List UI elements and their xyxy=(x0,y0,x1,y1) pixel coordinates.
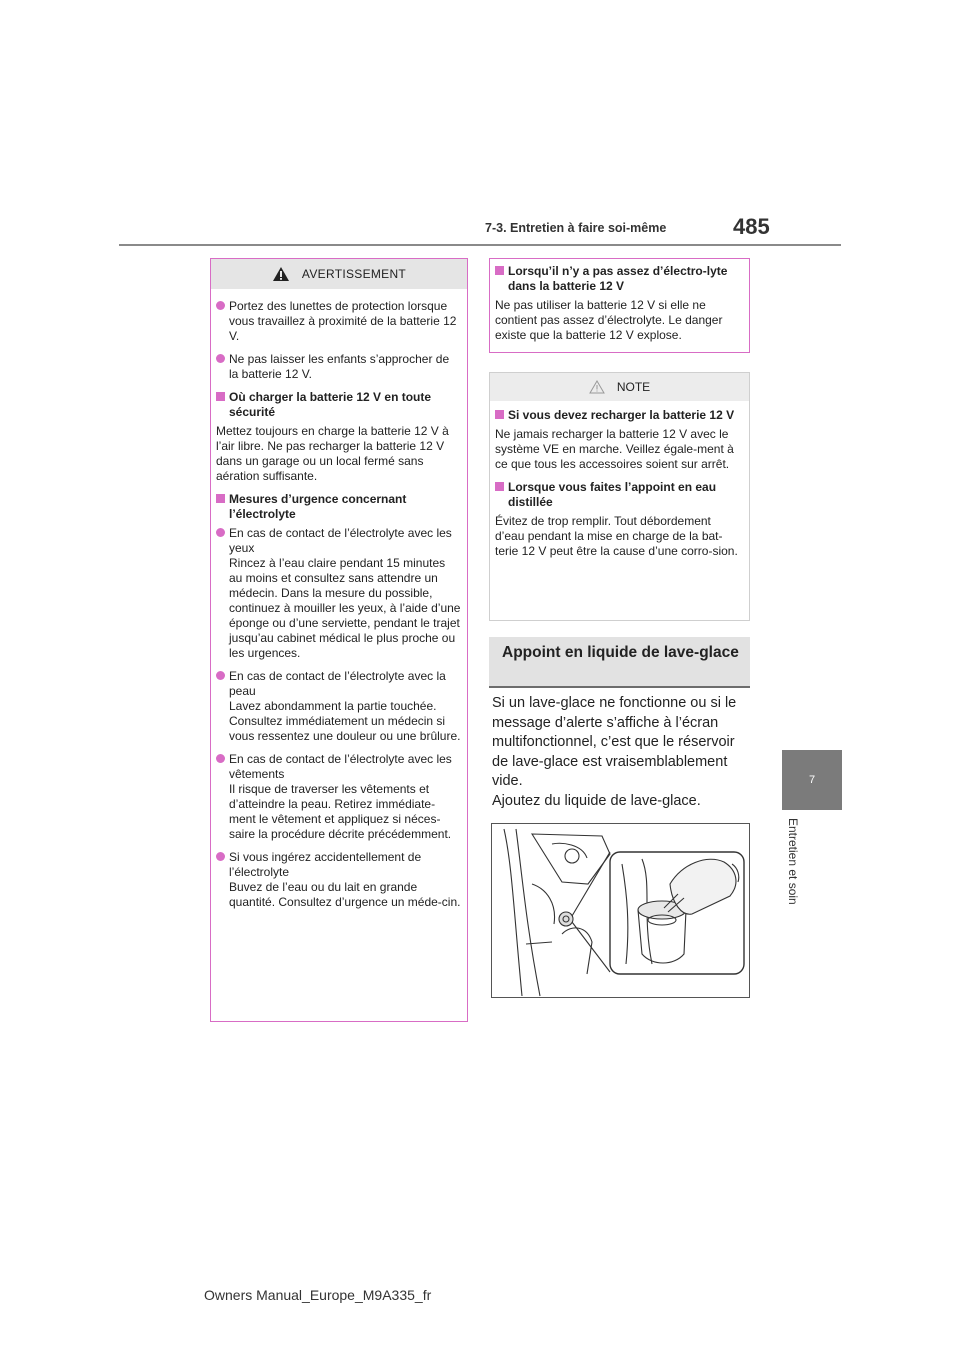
emergency-bullet: En cas de contact de l’électrolyte avec les yeux Rincez à l’eau claire pendant 15 minutes au moins et consultez sans attendre un médecin. Dans la mesure du possible, continuez à mouiller les yeux, à l’aide d’une éponge ou d’une serviette, pendant le trajet jusqu’au cabinet médical le plus proche ou les urgences. xyxy=(216,526,461,661)
electrolyte-heading: Lorsqu’il n’y a pas assez d’électro-lyte dans la batterie 12 V xyxy=(495,264,743,294)
square-bullet-icon xyxy=(216,392,225,401)
washer-text xyxy=(492,694,754,811)
note-box xyxy=(489,372,750,621)
chapter-tab: 7 xyxy=(782,750,842,810)
warning-title: AVERTISSEMENT xyxy=(301,267,407,281)
charge-heading: Où charger la batterie 12 V en toute sécurité xyxy=(216,390,461,420)
electrolyte-text: Ne pas utiliser la batterie 12 V si elle ne contient pas assez d’électrolyte. Le danger existe que la batterie 12 V explose. xyxy=(495,298,723,342)
caution-outline-icon xyxy=(589,380,605,394)
warning-box xyxy=(210,258,468,1022)
square-bullet-icon xyxy=(495,482,504,491)
warning-bullet: Portez des lunettes de protection lorsque vous travaillez à proximité de la batterie 12 V. xyxy=(216,299,461,344)
bullet-dot-icon xyxy=(216,354,225,363)
water-heading: Lorsque vous faites l’appoint en eau distillée xyxy=(495,480,743,510)
bullet-dot-icon xyxy=(216,671,225,680)
recharge-heading: Si vous devez recharger la batterie 12 V xyxy=(495,408,743,423)
emergency-bullet: En cas de contact de l’électrolyte avec les vêtements Il risque de traverser les vêtements et d’atteindre la peau. Retirez immédiate-ment le vêtement et appliquez si néces-saire la procédure décrite précédemment. xyxy=(216,752,461,842)
water-text: Évitez de trop remplir. Tout débordement d’eau pendant la mise en charge de la bat-terie 12 V peut être la cause d’une corro-sion. xyxy=(495,514,738,558)
washer-instruction: Ajoutez du liquide de lave-glace. xyxy=(492,792,701,809)
warning-bullet: Ne pas laisser les enfants s’approcher de la batterie 12 V. xyxy=(216,352,461,382)
bullet-dot-icon xyxy=(216,754,225,763)
section-title: 7-3. Entretien à faire soi-même xyxy=(485,221,667,235)
note-header xyxy=(490,373,749,401)
electrolyte-box xyxy=(489,258,750,353)
footer-text: Owners Manual_Europe_M9A335_fr xyxy=(204,1287,432,1303)
header-rule xyxy=(119,244,841,246)
emergency-bullet: En cas de contact de l’électrolyte avec la peau Lavez abondamment la partie touchée. Consultez immédiatement un médecin si vous ressentez une douleur ou une brûlure. xyxy=(216,669,461,744)
electrolyte-body xyxy=(490,259,749,343)
bullet-dot-icon xyxy=(216,301,225,310)
page-number: 485 xyxy=(733,214,770,239)
recharge-text: Ne jamais recharger la batterie 12 V avec le système VE en marche. Veillez égale-ment à ce que tous les accessoires soient sur arrêt. xyxy=(495,427,734,471)
emergency-bullet: Si vous ingérez accidentellement de l’électrolyte Buvez de l’eau ou du lait en grande quantité. Consultez d’urgence un méde-cin. xyxy=(216,850,461,910)
note-body xyxy=(490,401,749,559)
bullet-dot-icon xyxy=(216,852,225,861)
chapter-side-title xyxy=(786,818,800,928)
emergency-heading: Mesures d’urgence concernant l’électrolyte xyxy=(216,492,461,522)
square-bullet-icon xyxy=(495,410,504,419)
note-title: NOTE xyxy=(616,380,651,394)
washer-illustration xyxy=(491,823,750,998)
chapter-title: Entretien et soin xyxy=(786,818,800,905)
engine-bay-drawing xyxy=(492,824,749,997)
warning-triangle-icon xyxy=(272,266,290,282)
washer-paragraph: Si un lave-glace ne fonctionne ou si le message d’alerte s’affiche à l’écran multifonctionnel, c’est que le réservoir de lave-glace est vraisemblablement vide. xyxy=(492,695,737,789)
square-bullet-icon xyxy=(216,494,225,503)
washer-heading: Appoint en liquide de lave-glace xyxy=(489,637,750,688)
warning-body xyxy=(211,289,467,910)
charge-text: Mettez toujours en charge la batterie 12 V à l’air libre. Ne pas recharger la batterie 12 V dans un garage ou un local fermé sans aération suffisante. xyxy=(216,424,449,483)
warning-header xyxy=(211,259,467,289)
square-bullet-icon xyxy=(495,266,504,275)
bullet-dot-icon xyxy=(216,528,225,537)
